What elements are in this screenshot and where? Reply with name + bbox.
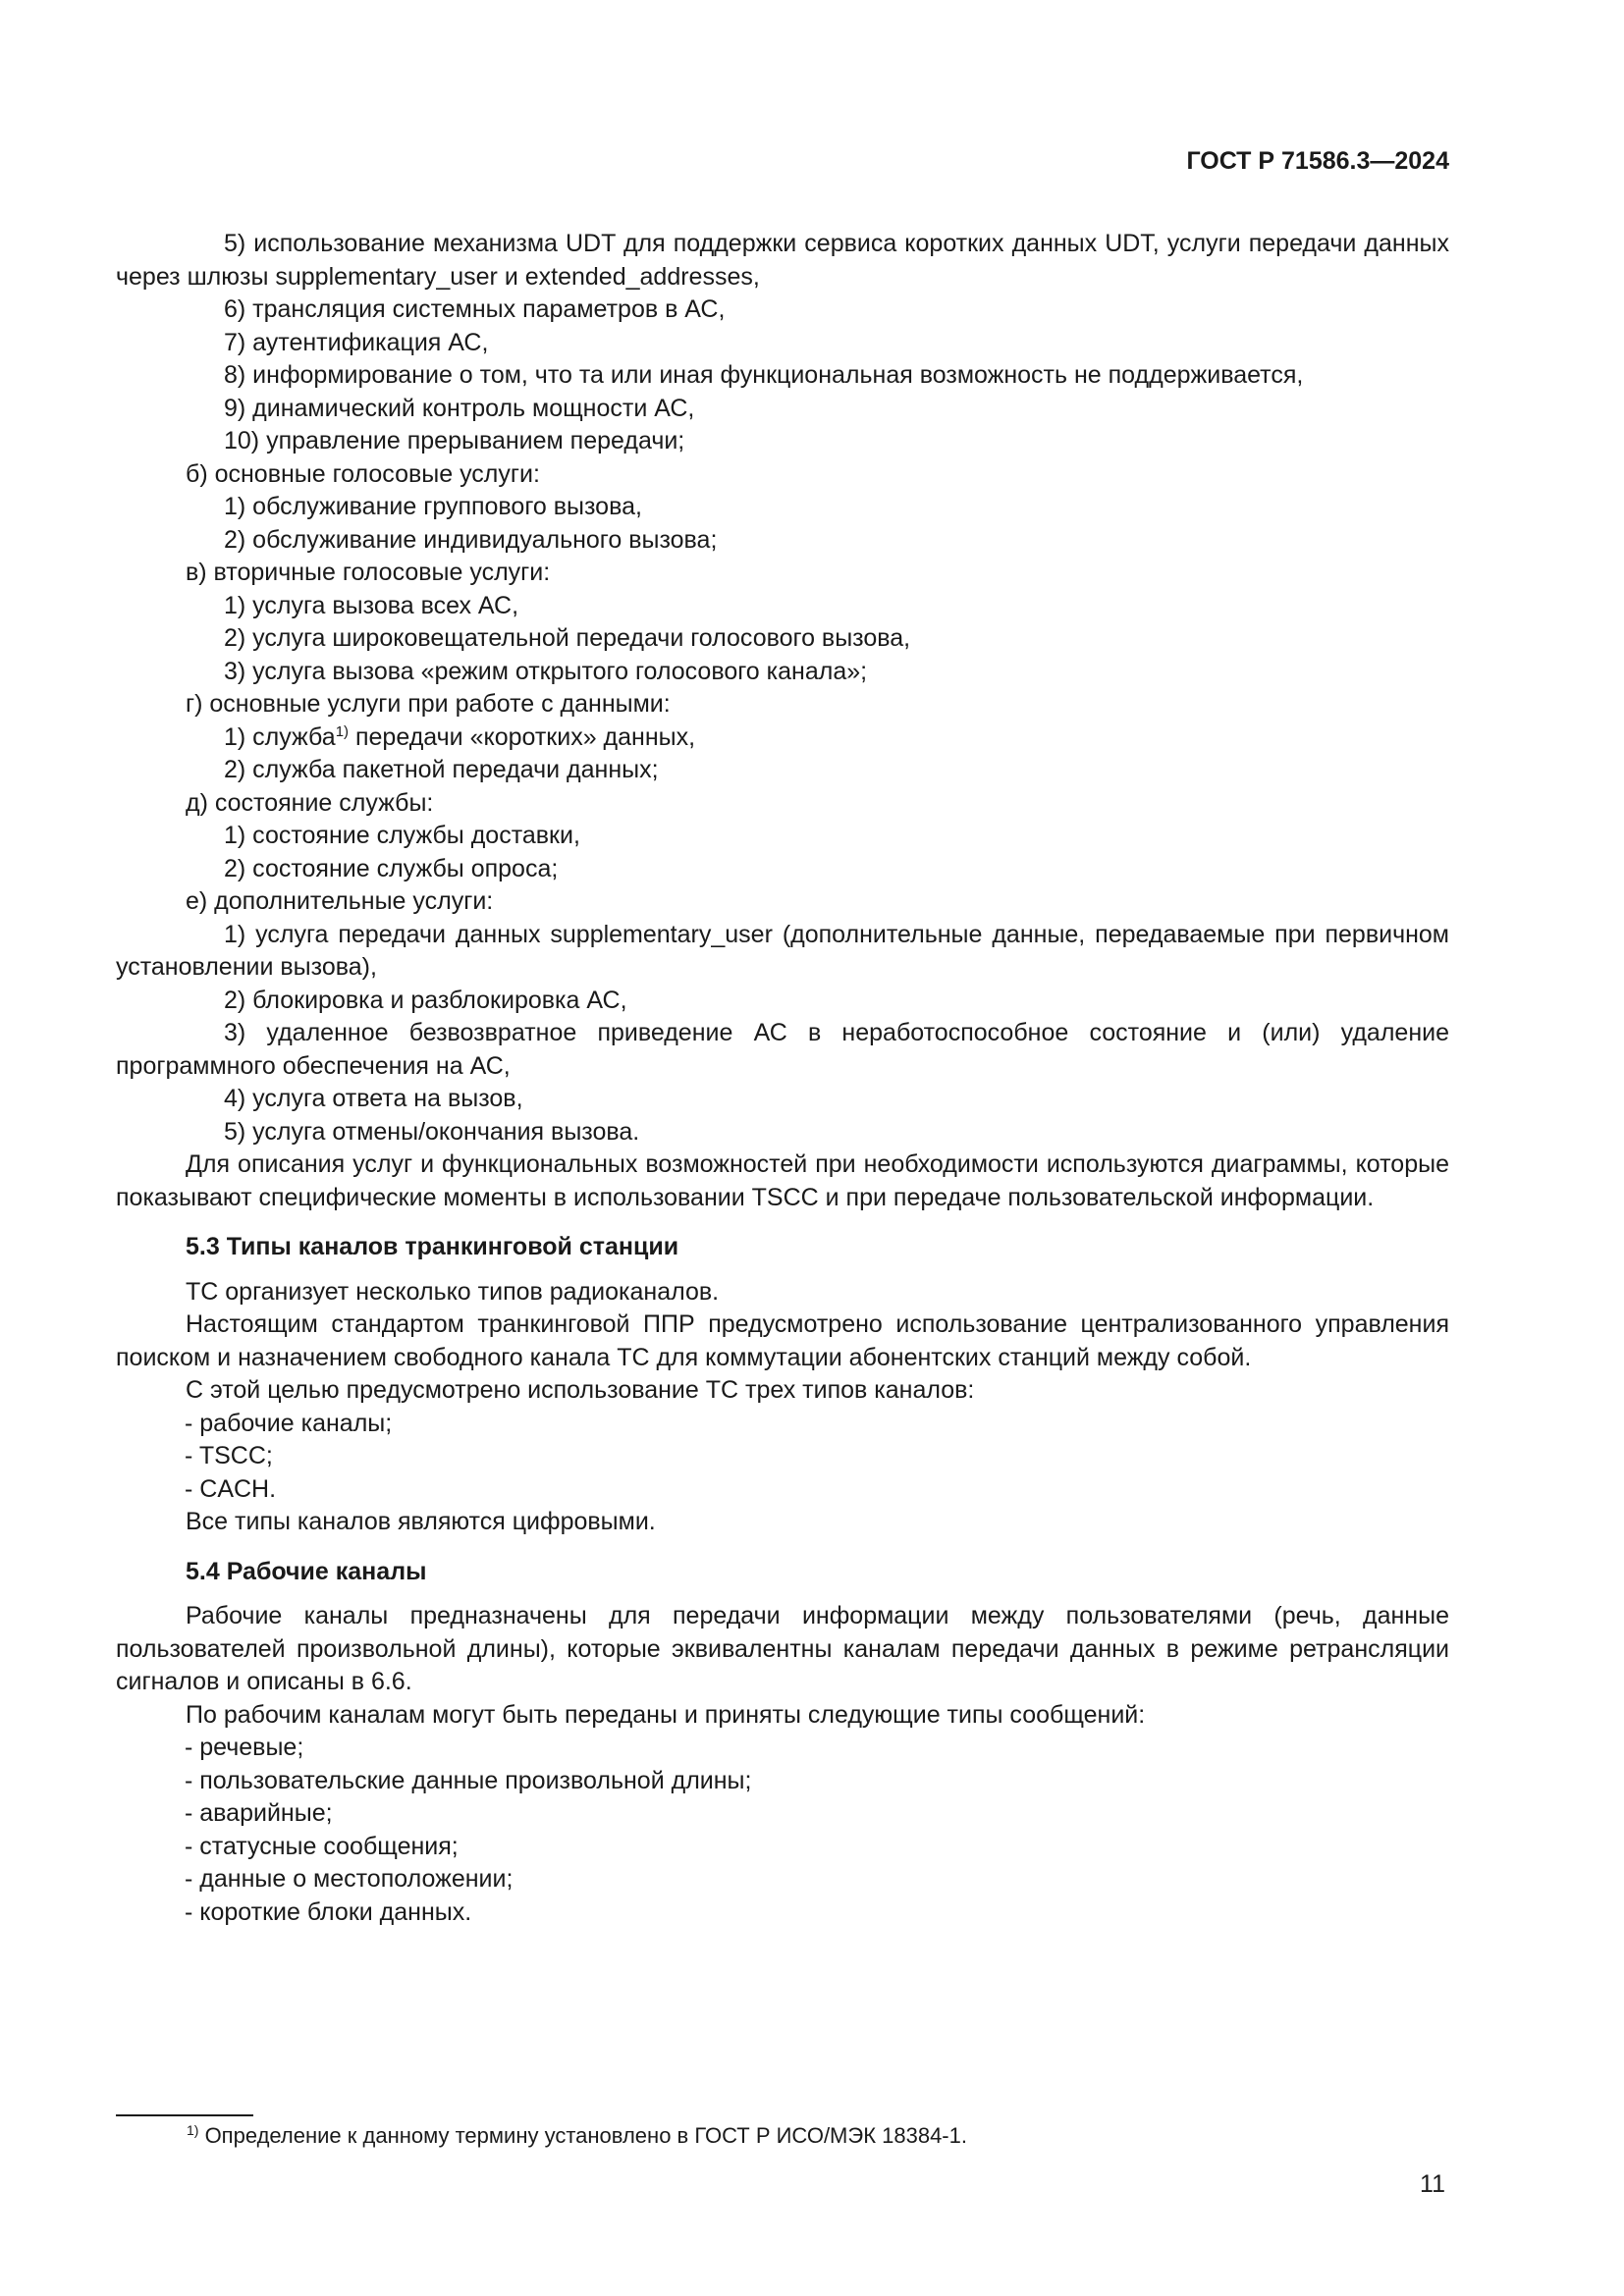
list-item: б) основные голосовые услуги: — [186, 459, 540, 488]
list-item: 1) услуга вызова всех АС, — [224, 591, 519, 619]
paragraph: ТС организует несколько типов радиоканалов. — [186, 1277, 720, 1306]
list-item: - короткие блоки данных. — [185, 1897, 472, 1926]
paragraph: С этой целью предусмотрено использование ТС трех типов каналов: — [186, 1376, 975, 1404]
list-item: - данные о местоположении; — [185, 1865, 514, 1893]
list-item: 9) динамический контроль мощности АС, — [224, 394, 695, 422]
list-item: 4) услуга ответа на вызов, — [224, 1085, 523, 1112]
section-heading: 5.3 Типы каналов транкинговой станции — [186, 1233, 679, 1260]
list-item: - речевые; — [185, 1734, 304, 1761]
page-number: 11 — [1420, 2170, 1445, 2198]
list-item: 3) удаленное безвозвратное приведение АС в неработоспособное состояние и (или) удаление программного обеспечения на АС, — [116, 1019, 1449, 1080]
list-item: 2) услуга широковещательной передачи голосового вызова, — [224, 624, 911, 652]
paragraph: Для описания услуг и функциональных возможностей при необходимости используются диаграммы, которые показывают специфические моменты в использовании TSCC и при передаче пользовательской информации. — [116, 1150, 1449, 1211]
list-item-text: 1) служба — [224, 722, 336, 751]
list-item: - TSCC; — [185, 1442, 273, 1469]
footnote — [187, 2123, 967, 2149]
list-item: 1) состояние службы доставки, — [224, 822, 580, 849]
list-item: - пользовательские данные произвольной длины; — [185, 1766, 752, 1794]
list-item: 2) обслуживание индивидуального вызова; — [224, 525, 718, 554]
list-item: 7) аутентификация АС, — [224, 328, 489, 356]
list-item: в) вторичные голосовые услуги: — [186, 559, 551, 586]
list-item: - аварийные; — [185, 1799, 333, 1827]
paragraph: По рабочим каналам могут быть переданы и приняты следующие типы сообщений: — [186, 1700, 1146, 1729]
footnote-text: Определение к данному термину установлено в ГОСТ Р ИСО/МЭК 18384-1. — [198, 2123, 967, 2148]
list-item: 2) состояние службы опроса; — [224, 854, 559, 882]
footnote-divider — [116, 2114, 253, 2116]
list-item: 5) услуга отмены/окончания вызова. — [224, 1117, 640, 1146]
document-body — [116, 228, 1449, 1929]
footnote-ref: 1) — [335, 722, 350, 740]
list-item: д) состояние службы: — [186, 788, 434, 817]
paragraph: Рабочие каналы предназначены для передачи информации между пользователями (речь, данные пользователей произвольной длины), которые эквивалентны каналам передачи данных в режиме ретрансляции сигналов и описаны в 6.6. — [116, 1602, 1449, 1695]
list-item: - статусные сообщения; — [185, 1832, 459, 1860]
list-item: - CACH. — [185, 1474, 277, 1503]
footnote-mark: 1) — [187, 2122, 199, 2138]
list-item: 2) блокировка и разблокировка АС, — [224, 986, 627, 1014]
list-item: 6) трансляция системных параметров в АС, — [224, 295, 726, 323]
list-item: - рабочие каналы; — [185, 1409, 393, 1437]
paragraph: Настоящим стандартом транкинговой ППР предусмотрено использование централизованного управления поиском и назначением свободного канала ТС для коммутации абонентских станций между собой. — [116, 1310, 1449, 1371]
list-item: 10) управление прерыванием передачи; — [224, 427, 685, 454]
list-item: 2) служба пакетной передачи данных; — [224, 756, 659, 783]
section-heading: 5.4 Рабочие каналы — [186, 1557, 427, 1585]
list-item — [116, 721, 1449, 755]
list-item: 3) услуга вызова «режим открытого голосового канала»; — [224, 657, 868, 685]
list-item: 1) обслуживание группового вызова, — [224, 493, 642, 520]
list-item-text: передачи «коротких» данных, — [349, 722, 696, 751]
list-item: е) дополнительные услуги: — [186, 887, 494, 915]
list-item: 8) информирование о том, что та или иная функциональная возможность не поддерживается, — [224, 361, 1304, 389]
list-item: г) основные услуги при работе с данными: — [186, 690, 671, 718]
paragraph: Все типы каналов являются цифровыми. — [186, 1508, 656, 1535]
list-item: 5) использование механизма UDT для поддержки сервиса коротких данных UDT, услуги передачи данных через шлюзы supplementary_user и extended_addresses, — [116, 230, 1449, 291]
document-header: ГОСТ Р 71586.3—2024 — [1186, 147, 1449, 175]
list-item: 1) услуга передачи данных supplementary_user (дополнительные данные, передаваемые при первичном установлении вызова), — [116, 920, 1449, 981]
